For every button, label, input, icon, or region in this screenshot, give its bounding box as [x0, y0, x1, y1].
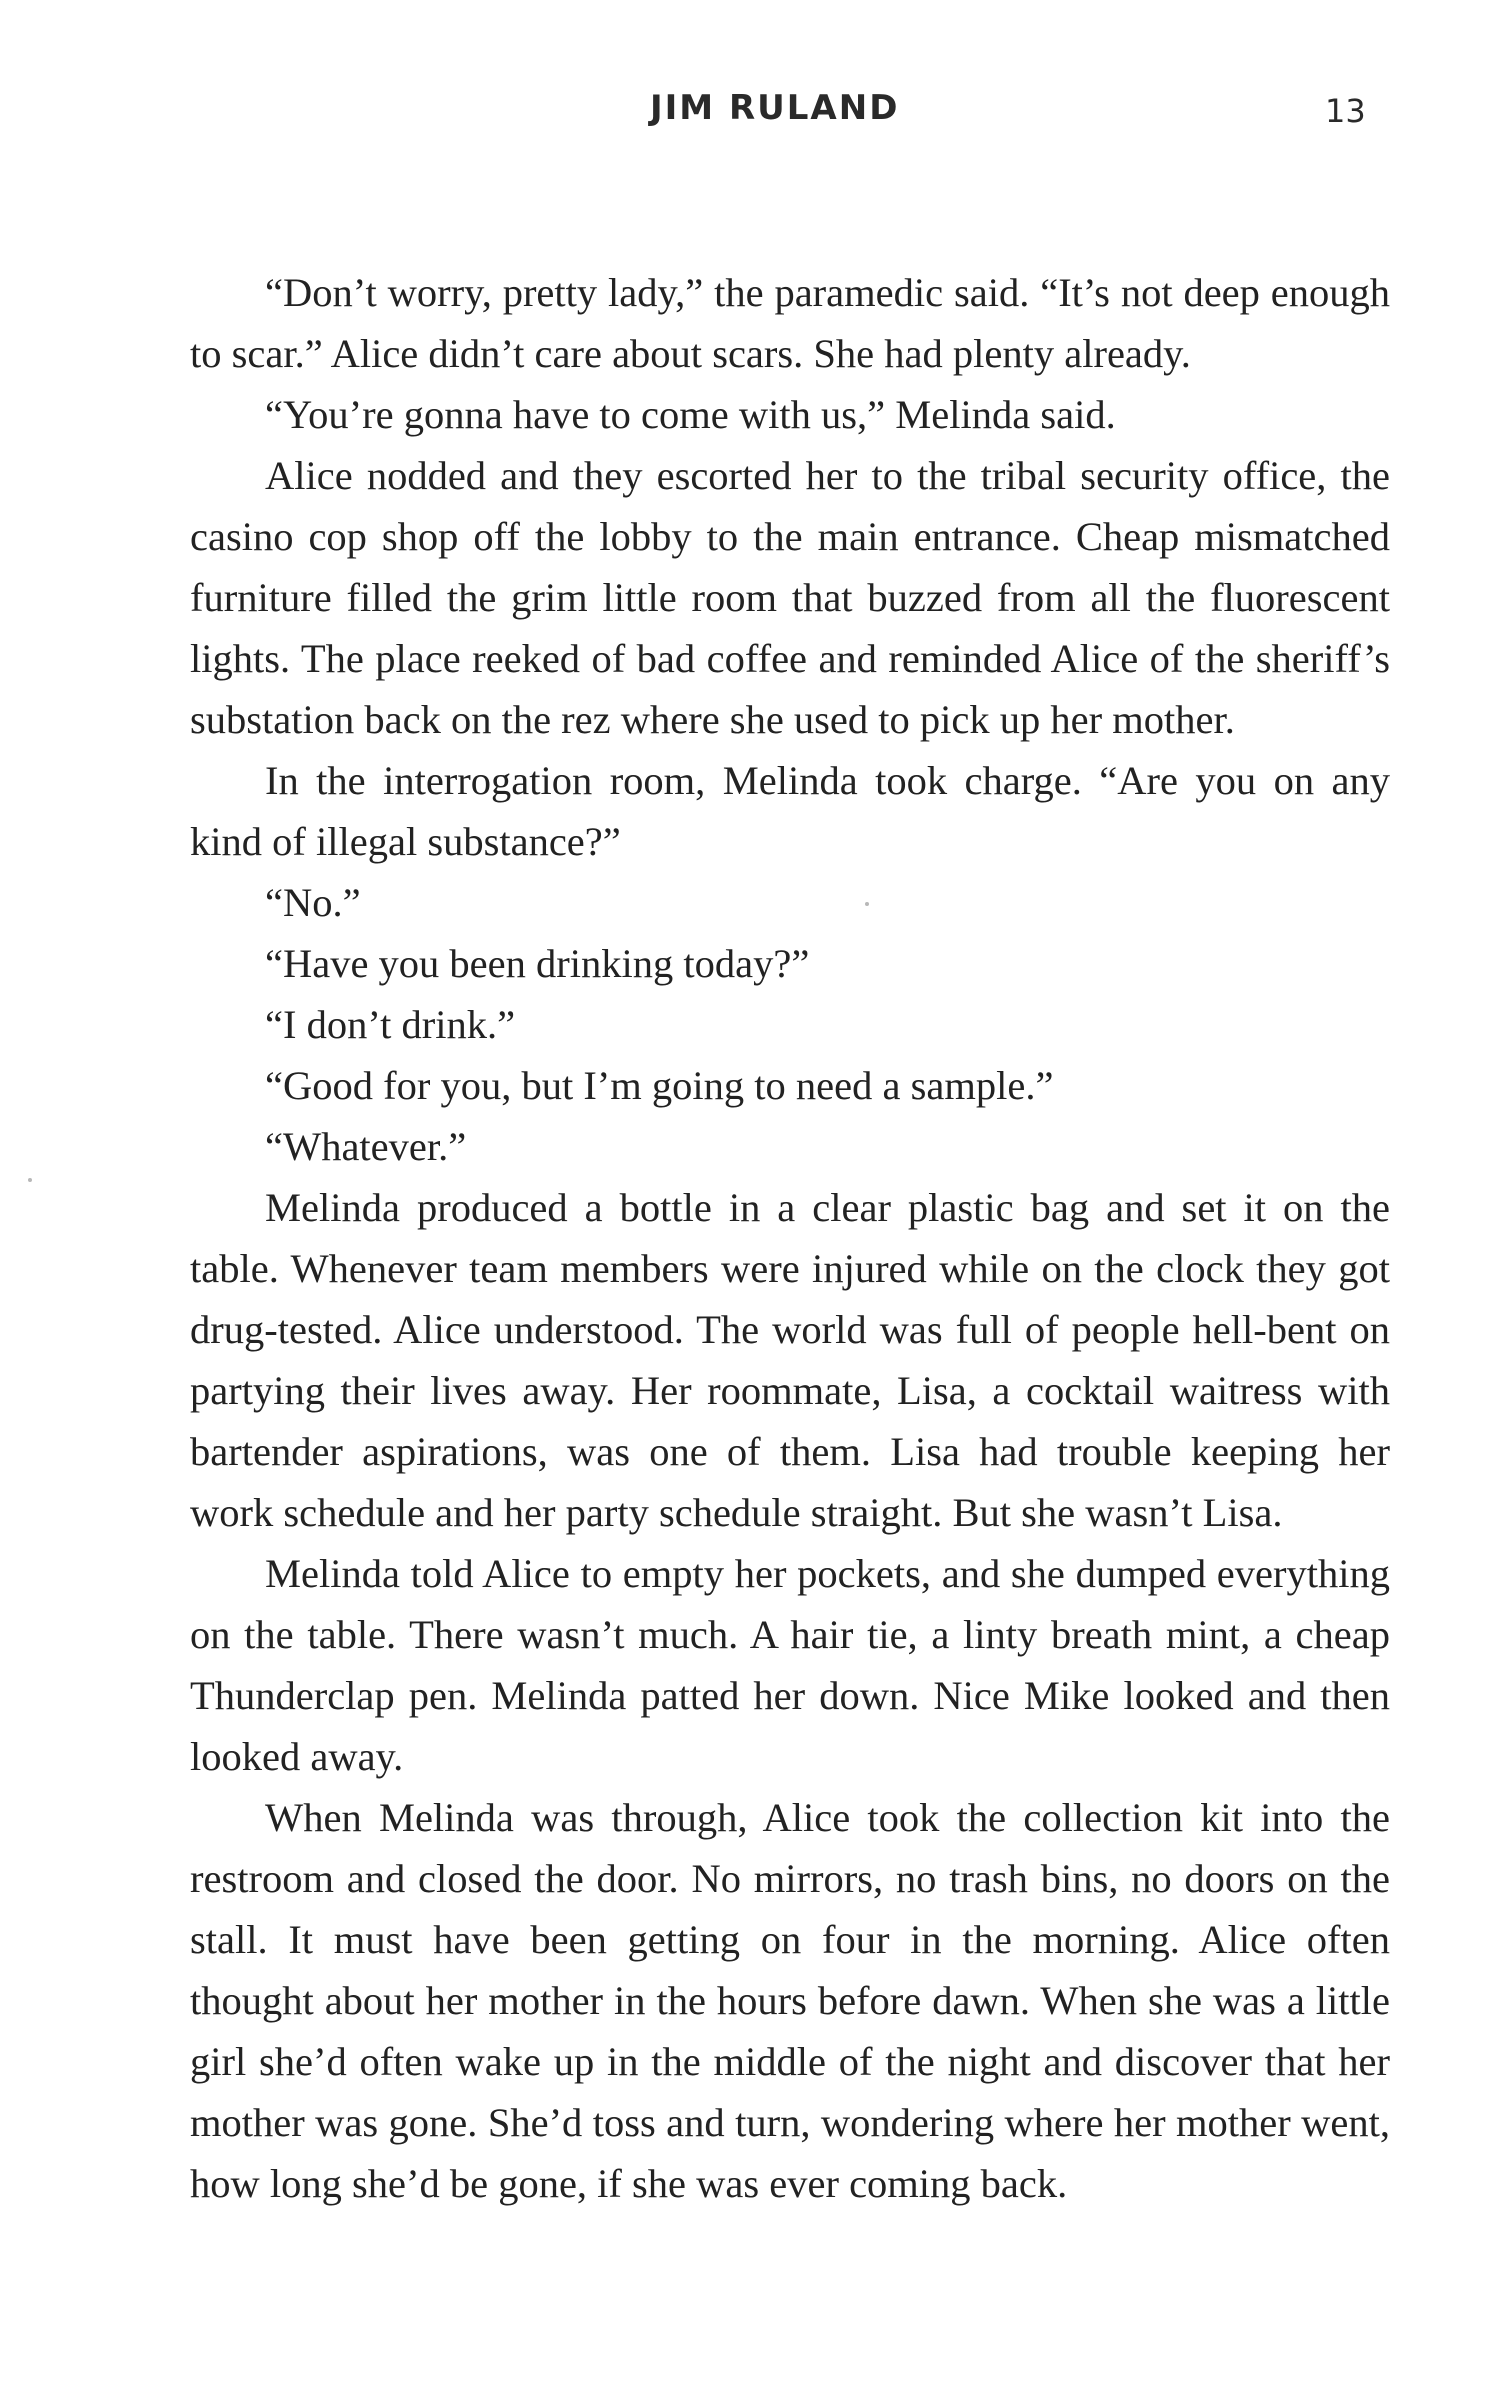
- body-text: [190, 262, 1390, 2214]
- paragraph: “Have you been drinking today?”: [265, 941, 810, 986]
- author-name: JIM RULAND: [650, 88, 900, 128]
- paragraph: Melinda produced a bottle in a clear plastic bag and set it on the table. Whenever team members were injured while on the clock they got drug-tested. Alice understood. The world was full of people hell-bent on partying their lives away. Her roommate, Lisa, a cocktail waitress with bartender aspirations, was one of them. Lisa had trouble keeping her work schedule and her party schedule straight. But she wasn’t Lisa.: [190, 1185, 1390, 1535]
- scan-speck: [865, 902, 869, 906]
- paragraph: “No.”: [265, 880, 361, 925]
- paragraph: “You’re gonna have to come with us,” Melinda said.: [265, 392, 1116, 437]
- scan-speck: [28, 1178, 32, 1182]
- running-head: [0, 82, 1500, 142]
- paragraph: In the interrogation room, Melinda took charge. “Are you on any kind of illegal substance?”: [190, 758, 1390, 864]
- paragraph: Alice nodded and they escorted her to the tribal security office, the casino cop shop off the lobby to the main entrance. Cheap mismatched furniture filled the grim little room that buzzed from all the fluorescent lights. The place reeked of bad coffee and reminded Alice of the sheriff’s substation back on the rez where she used to pick up her mother.: [190, 453, 1390, 742]
- paragraph: “Good for you, but I’m going to need a sample.”: [265, 1063, 1054, 1108]
- paragraph: “I don’t drink.”: [265, 1002, 516, 1047]
- paragraph: When Melinda was through, Alice took the collection kit into the restroom and closed the door. No mirrors, no trash bins, no doors on the stall. It must have been getting on four in the morning. Alice often thought about her mother in the hours before dawn. When she was a little girl she’d often wake up in the middle of the night and discover that her mother was gone. She’d toss and turn, wondering where her mother went, how long she’d be gone, if she was ever coming back.: [190, 1795, 1390, 2206]
- paragraph: Melinda told Alice to empty her pockets, and she dumped everything on the table. There wasn’t much. A hair tie, a linty breath mint, a cheap Thunderclap pen. Melinda patted her down. Nice Mike looked and then looked away.: [190, 1551, 1390, 1779]
- paragraph: “Don’t worry, pretty lady,” the paramedic said. “It’s not deep enough to scar.” Alice didn’t care about scars. She had plenty already.: [190, 270, 1390, 376]
- paragraph: “Whatever.”: [265, 1124, 467, 1169]
- page-number: 13: [1325, 92, 1366, 130]
